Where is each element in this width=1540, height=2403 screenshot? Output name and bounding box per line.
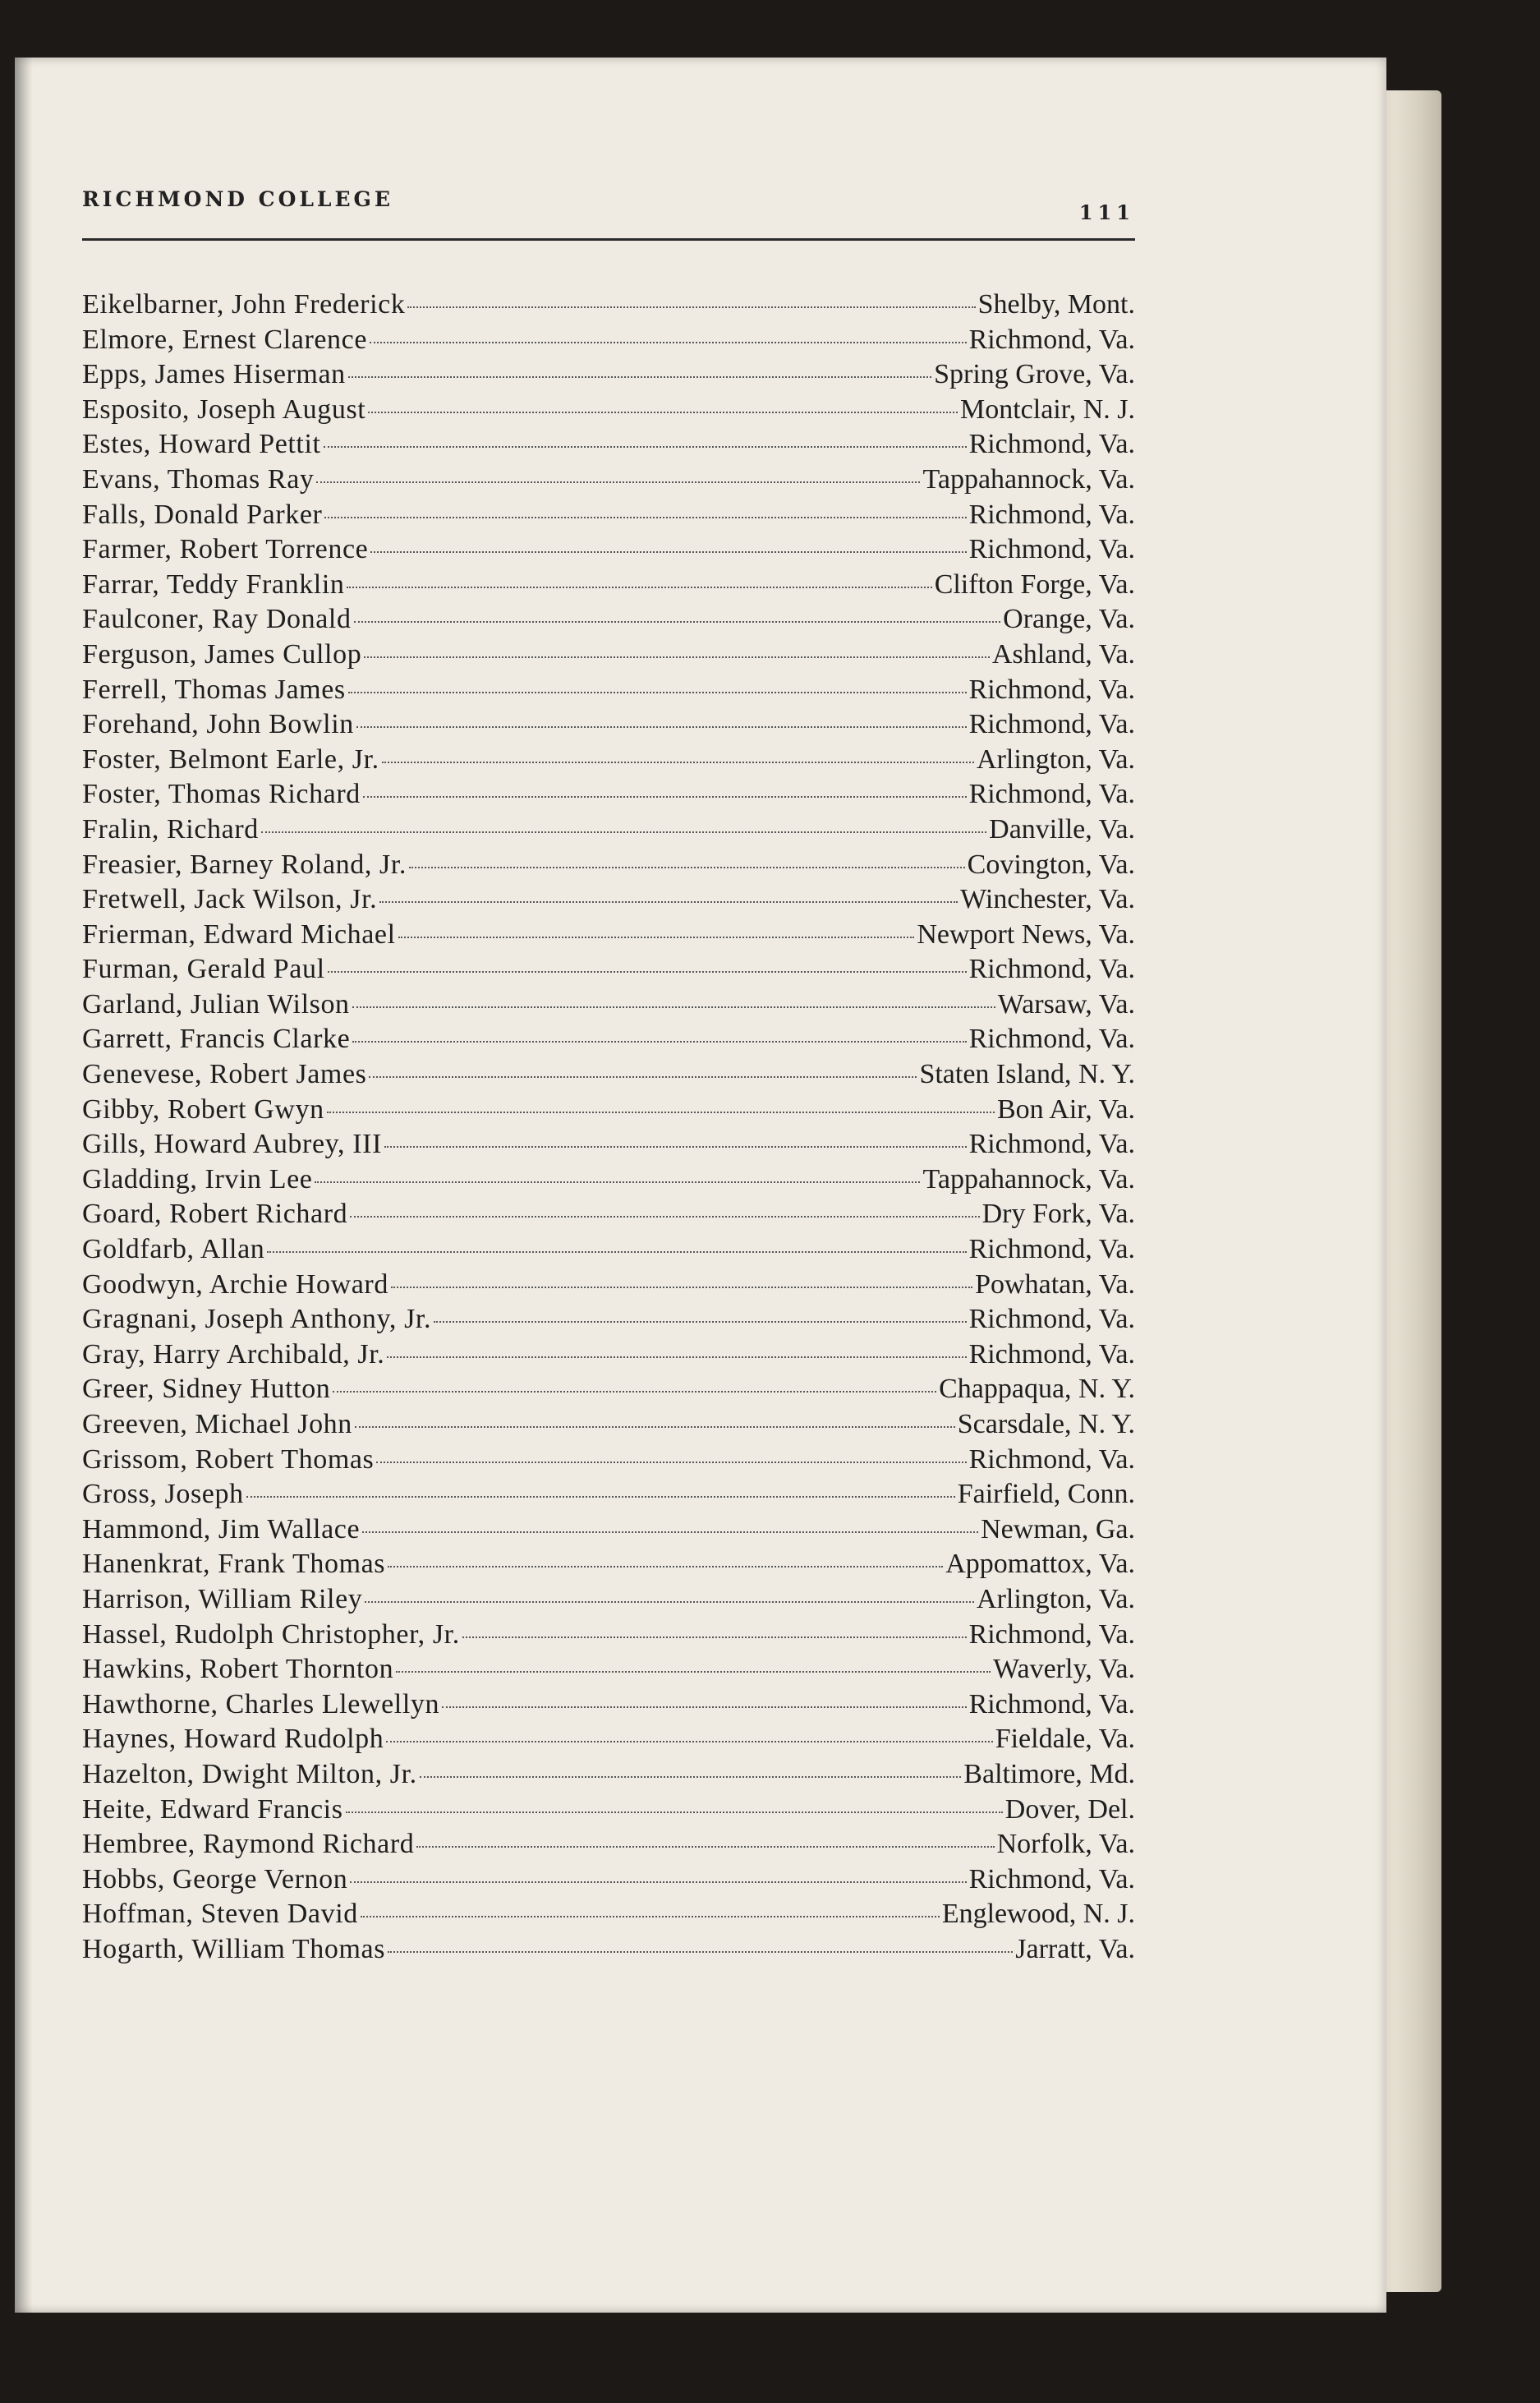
roster-entry [82,1409,1135,1444]
dot-leader [388,1566,943,1567]
hometown: Norfolk, Va. [996,1829,1135,1860]
dot-leader [315,1181,920,1183]
hometown: Covington, Va. [967,849,1135,880]
roster-entry [82,884,1135,919]
dot-leader [368,412,958,413]
roster-entry [82,1759,1135,1794]
header-rule [82,238,1135,241]
roster-entry [82,394,1135,430]
student-name: Eikelbarner, John Frederick [82,289,406,320]
roster-entry [82,1444,1135,1480]
hometown: Arlington, Va. [977,743,1135,775]
student-name: Ferguson, James Cullop [82,638,362,670]
hometown: Tappahannock, Va. [922,1163,1135,1195]
student-name: Epps, James Hiserman [82,359,346,390]
student-name: Estes, Howard Pettit [82,429,321,460]
student-name: Forehand, John Bowlin [82,709,354,740]
hometown: Richmond, Va. [968,1443,1135,1475]
dot-leader [382,762,974,763]
hometown: Richmond, Va. [968,1863,1135,1894]
hometown: Richmond, Va. [968,324,1135,355]
dot-leader [363,796,967,798]
roster-entry [82,1094,1135,1130]
student-name: Ferrell, Thomas James [82,674,346,705]
roster-entry [82,1934,1135,1969]
student-name: Hoffman, Steven David [82,1899,358,1930]
roster-entry [82,1514,1135,1549]
roster-entry [82,1479,1135,1514]
student-name: Harrison, William Riley [82,1583,363,1614]
student-name: Fretwell, Jack Wilson, Jr. [82,884,378,915]
roster-entry [82,1304,1135,1339]
hometown: Orange, Va. [1003,604,1135,635]
student-name: Frierman, Edward Michael [82,918,396,950]
dot-leader [365,1601,974,1603]
hometown: Montclair, N. J. [960,394,1135,425]
hometown: Chappaqua, N. Y. [939,1374,1135,1405]
roster-entry [82,1164,1135,1199]
dot-leader [442,1706,967,1708]
dot-leader [391,1287,972,1288]
hometown: Richmond, Va. [968,1129,1135,1160]
hometown: Appomattox, Va. [945,1549,1135,1580]
dot-leader [267,1251,966,1253]
dot-leader [379,901,958,903]
hometown: Waverly, Va. [993,1654,1135,1685]
dot-leader [356,726,967,728]
dot-leader [328,971,967,973]
student-name: Hanenkrat, Frank Thomas [82,1549,386,1580]
roster-entry [82,919,1135,955]
roster-entry [82,1549,1135,1584]
hometown: Richmond, Va. [968,1304,1135,1335]
hometown: Richmond, Va. [968,1024,1135,1055]
dot-leader [361,1916,940,1917]
roster-entry [82,1794,1135,1830]
student-name: Gibby, Robert Gwyn [82,1093,324,1125]
student-name: Hawkins, Robert Thornton [82,1654,394,1685]
student-name: Gladding, Irvin Lee [82,1163,313,1195]
dot-leader [333,1391,936,1393]
dot-leader [261,831,986,833]
student-name: Elmore, Ernest Clarence [82,324,368,355]
student-name: Garland, Julian Wilson [82,988,350,1020]
student-name: Farmer, Robert Torrence [82,534,369,565]
student-name: Hassel, Rudolph Christopher, Jr. [82,1618,460,1650]
roster-entry [82,569,1135,605]
roster-entry [82,1864,1135,1899]
roster-entry [82,464,1135,499]
hometown: Richmond, Va. [968,1338,1135,1370]
dot-leader [346,1811,1003,1813]
hometown: Fairfield, Conn. [957,1479,1135,1510]
dot-leader [398,937,915,938]
dot-leader [416,1846,994,1848]
student-name: Gills, Howard Aubrey, III [82,1129,382,1160]
roster-entry [82,1724,1135,1759]
roster-entry [82,1234,1135,1269]
student-name: Fralin, Richard [82,813,259,845]
student-name: Hazelton, Dwight Milton, Jr. [82,1758,417,1789]
hometown: Dover, Del. [1004,1793,1135,1825]
student-name: Hobbs, George Vernon [82,1863,348,1894]
roster-entry [82,1374,1135,1409]
dot-leader [316,481,920,483]
hometown: Spring Grove, Va. [934,359,1135,390]
roster-entry [82,429,1135,464]
roster-entry [82,1339,1135,1374]
dot-leader [350,1216,979,1218]
dot-leader [462,1637,967,1638]
dot-leader [370,551,966,553]
hometown: Shelby, Mont. [977,289,1135,320]
dot-leader [387,1356,966,1358]
roster-entry [82,325,1135,360]
hometown: Richmond, Va. [968,534,1135,565]
dot-leader [246,1496,955,1498]
student-name: Heite, Edward Francis [82,1793,343,1825]
student-name: Greeven, Michael John [82,1409,352,1439]
roster-entry [82,1829,1135,1864]
hometown: Richmond, Va. [968,429,1135,460]
roster-entry [82,604,1135,639]
dot-leader [364,656,990,658]
roster-entry [82,639,1135,674]
hometown: Ashland, Va. [991,638,1135,670]
hometown: Newport News, Va. [917,918,1135,950]
roster-entry [82,849,1135,885]
hometown: Richmond, Va. [968,1618,1135,1650]
student-name: Esposito, Joseph August [82,394,366,425]
dot-leader [420,1776,962,1778]
hometown: Richmond, Va. [968,1234,1135,1265]
dot-leader [370,342,967,343]
student-roster [82,289,1135,1969]
dot-leader [355,1426,955,1428]
student-name: Hembree, Raymond Richard [82,1829,415,1860]
hometown: Warsaw, Va. [997,988,1135,1020]
student-name: Farrar, Teddy Franklin [82,569,345,600]
student-name: Garrett, Francis Clarke [82,1024,351,1055]
hometown: Powhatan, Va. [975,1268,1135,1300]
hometown: Scarsdale, N. Y. [957,1409,1135,1439]
roster-entry [82,954,1135,989]
roster-entry [82,1584,1135,1619]
roster-entry [82,744,1135,780]
student-name: Goldfarb, Allan [82,1234,265,1265]
dot-leader [350,1881,966,1883]
dot-leader [369,1076,917,1078]
roster-entry [82,1619,1135,1655]
roster-entry [82,1269,1135,1305]
dot-leader [407,306,975,308]
dot-leader [388,1951,1013,1953]
student-name: Freasier, Barney Roland, Jr. [82,849,407,880]
running-title: RICHMOND COLLEGE [82,187,393,211]
hometown: Englewood, N. J. [941,1899,1135,1930]
dot-leader [324,446,967,448]
dot-leader [324,517,966,518]
roster-entry [82,289,1135,325]
student-name: Gross, Joseph [82,1479,244,1510]
student-name: Faulconer, Ray Donald [82,604,352,635]
dot-leader [386,1741,992,1742]
student-name: Goodwyn, Archie Howard [82,1268,388,1300]
student-name: Grissom, Robert Thomas [82,1443,375,1475]
roster-entry [82,1199,1135,1234]
dot-leader [327,1112,995,1113]
hometown: Richmond, Va. [968,954,1135,985]
dot-leader [434,1321,967,1323]
hometown: Tappahannock, Va. [922,463,1135,495]
hometown: Bon Air, Va. [996,1093,1135,1125]
hometown: Dry Fork, Va. [981,1199,1135,1230]
student-name: Hammond, Jim Wallace [82,1513,361,1544]
hometown: Baltimore, Md. [963,1758,1135,1789]
running-head [82,187,1135,237]
hometown: Richmond, Va. [968,499,1135,530]
dot-leader [376,1462,966,1463]
student-name: Haynes, Howard Rudolph [82,1724,384,1755]
student-name: Evans, Thomas Ray [82,463,315,495]
dot-leader [352,1006,995,1008]
dot-leader [354,621,1001,623]
dot-leader [409,867,965,868]
hometown: Danville, Va. [989,813,1135,845]
hometown: Newman, Ga. [981,1513,1135,1544]
dot-leader [348,692,967,693]
student-name: Hogarth, William Thomas [82,1933,386,1964]
roster-entry [82,1129,1135,1164]
student-name: Hawthorne, Charles Llewellyn [82,1688,440,1719]
student-name: Falls, Donald Parker [82,499,323,530]
student-name: Gragnani, Joseph Anthony, Jr. [82,1304,432,1335]
hometown: Clifton Forge, Va. [934,569,1135,600]
student-name: Foster, Belmont Earle, Jr. [82,743,379,775]
dot-leader [348,376,931,378]
roster-entry [82,1024,1135,1059]
hometown: Jarratt, Va. [1015,1933,1135,1964]
roster-entry [82,779,1135,814]
student-name: Gray, Harry Archibald, Jr. [82,1338,385,1370]
roster-entry [82,499,1135,535]
roster-entry [82,359,1135,394]
roster-entry [82,1899,1135,1934]
hometown: Richmond, Va. [968,779,1135,810]
hometown: Richmond, Va. [968,709,1135,740]
roster-entry [82,814,1135,849]
dot-leader [362,1531,978,1533]
hometown: Richmond, Va. [968,674,1135,705]
hometown: Winchester, Va. [960,884,1135,915]
hometown: Richmond, Va. [968,1688,1135,1719]
roster-entry [82,534,1135,569]
dot-leader [384,1146,967,1148]
roster-entry [82,1654,1135,1689]
hometown: Fieldale, Va. [995,1724,1135,1755]
roster-entry [82,1059,1135,1094]
roster-entry [82,1689,1135,1724]
dot-leader [396,1671,991,1673]
page-number: 111 [1078,200,1135,224]
hometown: Arlington, Va. [977,1583,1135,1614]
dot-leader [352,1041,966,1043]
student-name: Foster, Thomas Richard [82,779,361,810]
student-name: Goard, Robert Richard [82,1199,348,1230]
roster-entry [82,989,1135,1024]
hometown: Staten Island, N. Y. [919,1059,1135,1090]
student-name: Greer, Sidney Hutton [82,1374,331,1405]
roster-entry [82,674,1135,710]
dot-leader [347,587,931,588]
student-name: Furman, Gerald Paul [82,954,325,985]
roster-entry [82,709,1135,744]
student-name: Genevese, Robert James [82,1059,367,1090]
